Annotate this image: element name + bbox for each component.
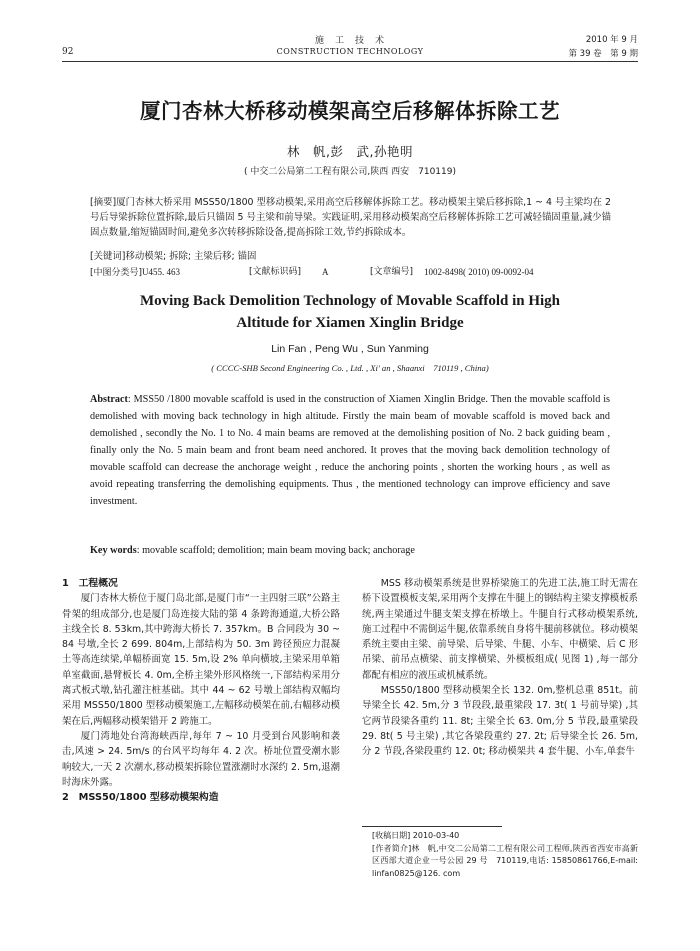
- clc-label: [中图分类号]: [90, 268, 143, 278]
- journal-name-en: CONSTRUCTION TECHNOLOGY: [276, 47, 424, 56]
- keywords-cn-text: 移动模架; 拆除; 主梁后移; 锚固: [125, 251, 257, 262]
- affiliation-cn: ( 中交二公局第二工程有限公司,陕西 西安 710119): [244, 167, 456, 177]
- journal-name-cn: 施 工 技 术: [314, 36, 385, 46]
- doc-label: [文献标识码]: [249, 267, 302, 277]
- keywords-en-text: : movable scaffold; demolition; main beam moving back; anchorage: [136, 545, 415, 556]
- doc-value: A: [322, 267, 329, 277]
- keywords-cn: [90, 249, 611, 264]
- footnote: [372, 830, 638, 880]
- keywords-cn-label: [关键词]: [90, 251, 126, 262]
- abstract-cn-label: [摘要]: [90, 197, 117, 208]
- right-paragraph-2: MSS50/1800 型移动模架全长 132. 0m,整机总重 851t。前导梁全长 42. 5m,分 3 节段段,最重梁段 17. 3t( 1 号前导梁) ,其它两节段梁各重约 11. 8t; 主梁全长 63. 0m,分 5 节段,最重梁段 29. 8t( 5 号主梁) ,其它各梁段重约 27. 2t; 后导梁全长 26. 5m,分 2 节段,各梁段重约 12. 0t; 移动模架共 4 套牛腿、小车,单套牛: [362, 685, 638, 758]
- abstract-en-label: Abstract: [90, 394, 128, 405]
- author-bio-text: 林 帆,中交二公局第二工程有限公司工程师,陕西省西安市高新区西部大道企业一号公园 29 号 710119,电话: 15850861766,E-mail: linfan0825@126. com: [372, 843, 638, 878]
- article-label: [文章编号]: [370, 267, 414, 277]
- abstract-cn-text: 厦门杏林大桥采用 MSS50/1800 型移动模架,采用高空后移解体拆除工艺。移动模架主梁后移拆除,1 ~ 4 号主梁均在 2 号后导梁拆除位置拆除,最后只锚固 5 号主梁和前导梁。实践证明,采用移动模架高空后移解体拆除工艺可减轻锚固重量,减少锚固点数量,缩短锚固时间,避免多次转移拆除设备,提高拆除工效,节约拆除成本。: [90, 197, 611, 238]
- right-paragraph-1: MSS 移动模架系统是世界桥梁施工的先进工法,施工时无需在桥下设置模板支架,采用两个支撑在牛腿上的钢结构主梁支撑模板系统,两主梁通过牛腿支架支撑在桥墩上。牛腿自行式移动模架系统,施工过程中不需倒运牛腿,依靠系统自身将牛腿前移就位。移动模架系统主要由主梁、前导梁、后导梁、牛腿、小车、中横梁、后 C 形吊梁、前吊点横梁、前支撑横梁、外模板组成( 见图 1) ,每一部分都配有相应的液压或机械系统。: [362, 578, 638, 681]
- affiliation-en: ( CCCC-SHB Second Engineering Co. , Ltd. , Xi' an , Shaanxi 710119 , China): [211, 363, 489, 373]
- received-date: [收稿日期] 2010-03-40: [372, 831, 460, 840]
- section-2-heading: 2 MSS50/1800 型移动模架构造: [62, 792, 219, 804]
- title-cn: 厦门杏林大桥移动模架高空后移解体拆除工艺: [140, 99, 560, 123]
- title-en-line1: Moving Back Demolition Technology of Movable Scaffold in High: [139, 293, 561, 309]
- footnote-rule: [362, 826, 502, 827]
- section-1-heading: 1 工程概况: [62, 578, 118, 589]
- page-number: 92: [62, 47, 74, 57]
- abstract-cn: [90, 195, 611, 240]
- keywords-en: [90, 542, 610, 559]
- body-left-column: [62, 576, 340, 805]
- body-right-column: [362, 576, 638, 760]
- author-bio-label: [作者简介]: [372, 843, 412, 853]
- title-en-line2: Altitude for Xiamen Xinglin Bridge: [236, 315, 464, 331]
- abstract-en-text: : MSS50 /1800 movable scaffold is used in the construction of Xiamen Xinglin Bridge. Then the movable scaffold is demolished with moving back technology in high altitude. Firstly the main beam of movable scaffold is moved back and demolished , secondly the No. 1 to No. 4 main beams are removed at the demolishing position of No. 2 back guiding beam , finally only the No. 5 main beam and front beam need anchored. It proves that the moving back demolition technology of movable scaffold can decrease the anchorage weight , reduce the anchoring points , shorten the working hours , as well as avoid repeating transferring the demolishing equipments. Thus , the mentioned technology can improve efficiency and save investment.: [90, 394, 610, 507]
- authors-cn: 林 帆,彭 武,孙艳明: [287, 144, 413, 159]
- issue-date: 2010 年 9 月: [585, 35, 638, 45]
- section-1-paragraph-1: 厦门杏林大桥位于厦门岛北部,是厦门市“一主四射三联”公路主骨架的组成部分,也是厦门岛连接大陆的第 4 条跨海通道,大桥公路主线全长 8. 53km,其中跨海大桥长 7. 357km。B 合同段为 30 ~ 84 号墩,全长 2 699. 804m,上部结构为 50. 3m 跨径预应力混凝土等高连续梁,单幅桥面宽 15. 5m,设 2% 单向横坡,主梁采用单箱单室截面,悬臂板长 4. 0m,全桥主梁外形风格统一,下部结构采用分离式板式墩,钻孔灌注桩基础。其中 44 ~ 62 号墩上部结构双幅均采用 MSS50/1800 型移动模架施工,左幅移动模架在前,右幅移动模架在后,两幅移动模架错开 2 跨施工。: [62, 593, 340, 727]
- article-value: 1002-8498( 2010) 09-0092-04: [424, 267, 534, 277]
- classification-line: [90, 265, 611, 280]
- clc-value: U455. 463: [142, 267, 181, 277]
- abstract-en: [90, 391, 610, 510]
- keywords-en-label: Key words: [90, 545, 137, 556]
- author-bio: [372, 843, 638, 881]
- authors-en: Lin Fan , Peng Wu , Sun Yanming: [271, 343, 429, 355]
- header-rule: [62, 61, 638, 62]
- volume-issue: 第 39 卷 第 9 期: [568, 49, 638, 59]
- section-1-paragraph-2: 厦门湾地处台湾海峡西岸,每年 7 ~ 10 月受到台风影响和袭击,风速 > 24. 5m/s 的台风平均每年 4. 2 次。桥址位置受潮水影响较大,一天 2 次潮水,移动模架拆除位置涨潮时水深约 2. 5m,退潮时海床外露。: [62, 730, 340, 788]
